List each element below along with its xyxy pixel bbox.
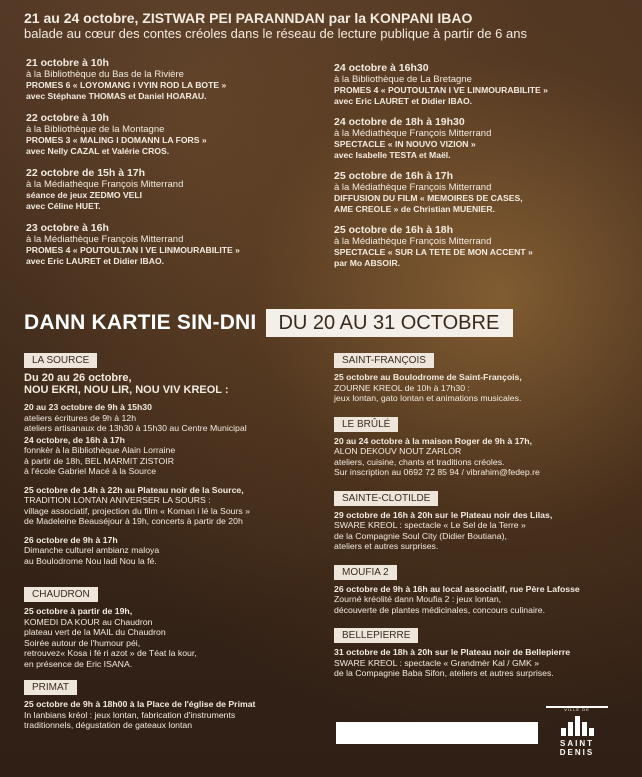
event-place: à la Médiathèque François Mitterrand bbox=[334, 182, 492, 193]
logo-top-text: VILLE DE bbox=[546, 706, 608, 712]
event-line: de la Compagnie Baba Sifon, ateliers et autres surprises. bbox=[334, 668, 554, 678]
event-line: Zourné kréolité dann Moufia 2 : jeux lontan, bbox=[334, 594, 502, 604]
event-line: découverte de plantes médicinales, concours culinaire. bbox=[334, 604, 546, 615]
event-date: 22 octobre à 10h bbox=[26, 112, 109, 124]
lower-left-column bbox=[24, 350, 324, 737]
event-line: 25 octobre au Boulodrome de Saint-François, bbox=[334, 372, 522, 382]
event-line: ateliers artisanaux de 13h30 à 15h30 au Centre Municipal bbox=[24, 423, 247, 433]
district-tag: SAINTE-CLOTILDE bbox=[334, 491, 438, 506]
header-title: 21 au 24 octobre, ZISTWAR PEI PARANNDAN par la KONPANI IBAO bbox=[24, 10, 473, 26]
event-title: SPECTACLE « IN NOUVO VIZION » bbox=[334, 139, 476, 149]
event-date: 25 octobre de 16h à 18h bbox=[334, 224, 454, 236]
event-line: Dimanche culturel ambianz maloya bbox=[24, 545, 160, 555]
event-item bbox=[334, 224, 624, 269]
event-date: 25 octobre de 16h à 17h bbox=[334, 170, 454, 182]
block-heading: Du 20 au 26 octobre, bbox=[24, 372, 132, 384]
moufia-block bbox=[334, 562, 634, 616]
event-line: 20 au 23 octobre de 9h à 15h30 bbox=[24, 402, 152, 412]
event-line: plateau vert de la MAIL du Chaudron bbox=[24, 627, 166, 637]
poster-header bbox=[24, 10, 624, 41]
event-line: In lanbians kréol : jeux lontan, fabrication d'instruments bbox=[24, 709, 236, 720]
event-guests: avec Nelly CAZAL et Valérie CROS. bbox=[26, 146, 170, 156]
primat-block bbox=[24, 677, 324, 731]
district-tag: PRIMAT bbox=[24, 680, 77, 695]
event-guests: avec Eric LAURET et Didier IBAO. bbox=[26, 256, 165, 266]
event-line: retrouvez« Kosa i fé ri azot » de Téat la kour, bbox=[24, 648, 197, 658]
sainte-clotilde-block bbox=[334, 488, 634, 552]
event-line: ALON DEKOUV NOUT ZARLOR bbox=[334, 446, 462, 456]
la-source-block bbox=[24, 350, 324, 566]
event-line: 20 au 24 octobre à la maison Roger de 9h à 17h, bbox=[334, 435, 532, 446]
event-place: à la Bibliothèque du Bas de la Rivière bbox=[26, 69, 184, 80]
district-tag: LA SOURCE bbox=[24, 353, 97, 368]
event-item bbox=[26, 167, 316, 212]
saint-denis-logo bbox=[546, 706, 608, 757]
event-line: au Boulodrome Nou ladi Nou la fé. bbox=[24, 555, 157, 566]
district-tag: BELLEPIERRE bbox=[334, 628, 418, 643]
logo-word-denis: DENIS bbox=[559, 748, 595, 757]
event-line: de Madeleine Beauséjour à 19h, concerts à partir de 20h bbox=[24, 516, 243, 526]
saint-francois-block bbox=[334, 350, 634, 404]
event-group bbox=[24, 435, 324, 477]
left-events-column bbox=[26, 57, 316, 276]
event-line: ateliers et autres surprises. bbox=[334, 541, 439, 551]
bellepierre-block bbox=[334, 625, 634, 679]
event-line: 31 octobre de 18h à 20h sur le Plateau noir de Bellepierre bbox=[334, 647, 571, 657]
event-group bbox=[24, 535, 324, 567]
right-events-column bbox=[334, 62, 624, 278]
district-tag: SAINT-FRANÇOIS bbox=[334, 353, 434, 368]
event-place: à la Médiathèque François Mitterrand bbox=[334, 128, 492, 139]
event-line: de la Compagnie Soul City (Didier Boutiana), bbox=[334, 530, 507, 541]
event-guests: par Mo ABSOIR. bbox=[334, 258, 401, 268]
event-line: TRADITION LONTAN ANIVERSER LA SOURS : bbox=[24, 495, 211, 505]
event-line: 29 octobre de 16h à 20h sur le Plateau noir des Lilas, bbox=[334, 509, 553, 520]
event-date: 23 octobre à 16h bbox=[26, 222, 109, 234]
event-item bbox=[334, 62, 624, 107]
section-heading bbox=[24, 309, 513, 337]
event-line: 26 octobre de 9h à 16h au local associatif, rue Père Lafosse bbox=[334, 583, 580, 594]
header-subtitle: balade au cœur des contes créoles dans le réseau de lecture publique à partir de 6 ans bbox=[24, 26, 527, 41]
event-place: à la Médiathèque François Mitterrand bbox=[334, 236, 492, 247]
block-heading: NOU EKRI, NOU LIR, NOU VIV KREOL : bbox=[24, 384, 229, 396]
event-title: PROMES 4 « POUTOULTAN I VE LINMOURABILITE » bbox=[26, 245, 240, 255]
event-line: ZOURNE KREOL de 10h à 17h30 : bbox=[334, 382, 470, 393]
event-item bbox=[26, 222, 316, 267]
event-line: ateliers, cuisine, chants et traditions créoles. bbox=[334, 456, 505, 467]
event-item bbox=[334, 170, 624, 215]
district-tag: MOUFIA 2 bbox=[334, 565, 397, 580]
event-place: à la Médiathèque François Mitterrand bbox=[26, 234, 184, 245]
district-tag: CHAUDRON bbox=[24, 587, 98, 602]
event-line: traditionnels, dégustation de gateaux lontan bbox=[24, 720, 193, 730]
event-line: en présence de Eric ISANA. bbox=[24, 658, 133, 669]
event-line: 25 octobre de 14h à 22h au Plateau noir de la Source, bbox=[24, 484, 244, 495]
event-guests: AME CREOLE » de Christian MUENIER. bbox=[334, 204, 495, 214]
event-date: 24 octobre à 16h30 bbox=[334, 62, 429, 74]
event-line: 26 octobre de 9h à 17h bbox=[24, 534, 118, 545]
event-line: SWARE KREOL : spectacle « Grandmèr Kal / GMK » bbox=[334, 657, 540, 668]
event-title: PROMES 6 « LOYOMANG I VYIN ROD LA BOTE » bbox=[26, 80, 227, 90]
event-item bbox=[26, 112, 316, 157]
event-guests: avec Isabelle TESTA et Maël. bbox=[334, 150, 451, 160]
event-line: SWARE KREOL : spectacle « Le Sel de la Terre » bbox=[334, 520, 526, 530]
event-line: Sur inscription au 0692 72 85 94 / vibrahim@fedep.re bbox=[334, 467, 540, 477]
event-line: ateliers écritures de 9h à 12h bbox=[24, 412, 137, 423]
event-place: à la Médiathèque François Mitterrand bbox=[26, 179, 184, 190]
event-line: 25 octobre à partir de 19h, bbox=[24, 606, 133, 616]
section-title: DANN KARTIE SIN-DNI bbox=[24, 311, 257, 334]
event-group bbox=[24, 402, 324, 434]
white-banner bbox=[336, 722, 538, 744]
event-line: jeux lontan, gato lontan et animations musicales. bbox=[334, 393, 522, 403]
le-brule-block bbox=[334, 414, 634, 478]
event-place: à la Bibliothèque de la Montagne bbox=[26, 124, 165, 135]
event-line: Soirée autour de l'humour péi, bbox=[24, 637, 141, 648]
event-guests: avec Stéphane THOMAS et Daniel HOARAU. bbox=[26, 91, 207, 101]
event-title: SPECTACLE « SUR LA TETE DE MON ACCENT » bbox=[334, 247, 533, 257]
section-dates-badge: DU 20 AU 31 OCTOBRE bbox=[266, 309, 513, 337]
event-line: 25 octobre de 9h à 18h00 à la Place de l'église de Primat bbox=[24, 699, 256, 709]
event-item bbox=[26, 57, 316, 102]
lower-right-column bbox=[334, 350, 634, 685]
event-group bbox=[24, 485, 324, 527]
chaudron-block bbox=[24, 584, 324, 669]
event-line: village associatif, projection du film « Koman i lé la Sours » bbox=[24, 505, 250, 516]
event-title: DIFFUSION DU FILM « MEMOIRES DE CASES, bbox=[334, 193, 523, 203]
event-line: à partir de 18h, BEL MARMIT ZISTOIR bbox=[24, 455, 174, 466]
event-guests: avec Eric LAURET et Didier IBAO. bbox=[334, 96, 473, 106]
event-line: à l'école Gabriel Macé à la Source bbox=[24, 466, 157, 476]
event-title: PROMES 4 « POUTOULTAN I VE LINMOURABILITE » bbox=[334, 85, 548, 95]
event-line: fonnkèr à la Bibliothèque Alain Lorraine bbox=[24, 445, 176, 455]
logo-word-saint: SAINT bbox=[560, 739, 594, 748]
event-date: 22 octobre de 15h à 17h bbox=[26, 167, 146, 179]
event-title: séance de jeux ZEDMO VELI bbox=[26, 190, 143, 200]
event-guests: avec Céline HUET. bbox=[26, 201, 101, 211]
logo-bars-icon bbox=[546, 714, 608, 736]
event-line: KOMEDI DA KOUR au Chaudron bbox=[24, 616, 153, 627]
event-title: PROMES 3 « MALING I DOMANN LA FORS » bbox=[26, 135, 207, 145]
event-date: 24 octobre de 18h à 19h30 bbox=[334, 116, 465, 128]
event-place: à la Bibliothèque de La Bretagne bbox=[334, 74, 472, 85]
event-item bbox=[334, 116, 624, 161]
district-tag: LE BRÛLÉ bbox=[334, 417, 398, 432]
event-line: 24 octobre, de 16h à 17h bbox=[24, 434, 125, 445]
event-date: 21 octobre à 10h bbox=[26, 57, 109, 69]
